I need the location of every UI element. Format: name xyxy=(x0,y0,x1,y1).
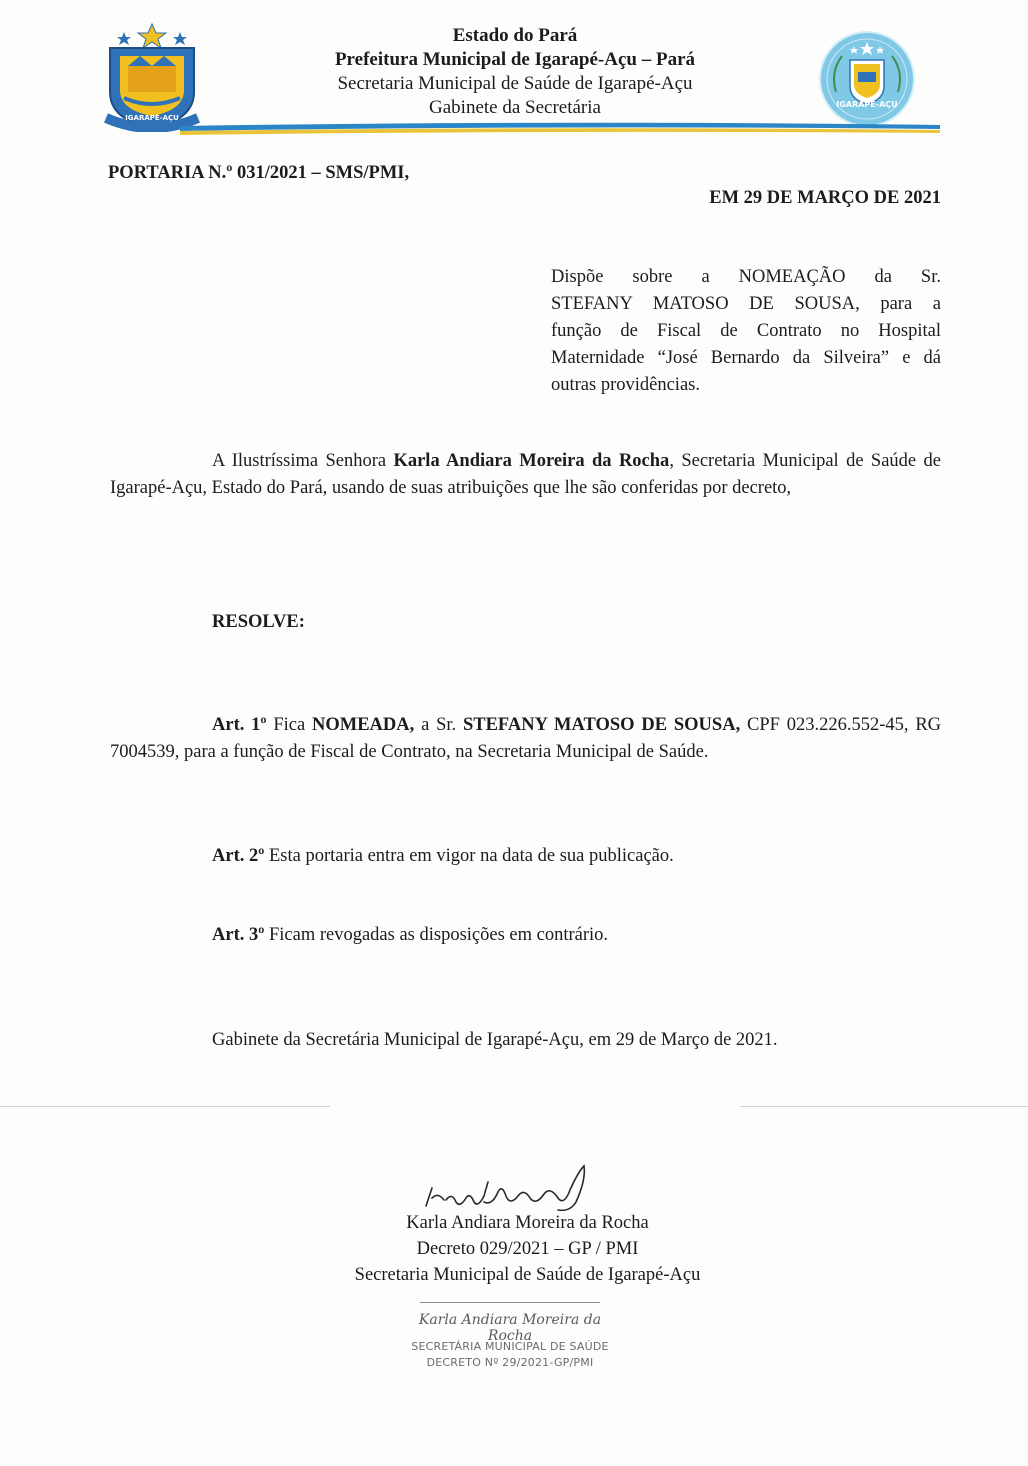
stamp-rule xyxy=(420,1302,600,1303)
preamble-paragraph xyxy=(110,448,941,502)
closing-line: Gabinete da Secretária Municipal de Igarapé-Açu, em 29 de Março de 2021. xyxy=(212,1030,778,1050)
signatory-office: Secretaria Municipal de Saúde de Igarapé-Açu xyxy=(354,1265,701,1285)
ementa-line-5: outras providências. xyxy=(551,375,700,395)
preamble-intro: A Ilustríssima Senhora xyxy=(212,451,394,471)
secretary-name: Karla Andiara Moreira da Rocha xyxy=(393,451,670,471)
header-prefecture: Prefeitura Municipal de Igarapé-Açu – Pará xyxy=(334,49,696,70)
article-1 xyxy=(110,712,941,766)
resolve-heading: RESOLVE: xyxy=(212,612,305,632)
portaria-number: PORTARIA N.º 031/2021 – SMS/PMI, xyxy=(108,163,410,183)
left-seal-label: IGARAPÉ-AÇU xyxy=(125,114,179,122)
article-2-label: Art. 2º xyxy=(212,846,265,866)
article-1-label: Art. 1º xyxy=(212,715,267,735)
article-1-text-a: Fica xyxy=(266,715,312,735)
article-2-text: Esta portaria entra em vigor na data de sua publicação. xyxy=(264,846,674,866)
ementa-line-1: Dispõe sobre a NOMEAÇÃO da Sr. xyxy=(551,267,941,287)
article-3-text: Ficam revogadas as disposições em contrário. xyxy=(264,925,609,945)
signatory-decree: Decreto 029/2021 – GP / PMI xyxy=(416,1239,639,1259)
appointee-name: STEFANY MATOSO DE SOUSA, xyxy=(462,715,741,735)
header-state: Estado do Pará xyxy=(452,25,578,46)
scan-fold-right xyxy=(740,1106,1028,1107)
article-2 xyxy=(212,843,674,870)
ementa-line-3: função de Fiscal de Contrato no Hospital xyxy=(551,321,941,341)
article-1-text-c: CPF 023.226.552-45, RG 7004539, para a função de Fiscal de Contrato, na Secretaria Municipal de Saúde. xyxy=(110,715,942,762)
article-3-label: Art. 3º xyxy=(212,925,265,945)
preamble-text: , Secretaria Municipal de Saúde de Igarapé-Açu, Estado do Pará, usando de suas atribuições que lhe são conferidas por decreto, xyxy=(110,451,941,498)
header-secretariat: Secretaria Municipal de Saúde de Igarapé-Açu xyxy=(337,73,693,94)
stamp-name: Karla Andiara Moreira da Rocha xyxy=(418,1312,602,1344)
article-1-text-b: a Sr. xyxy=(414,715,463,735)
ementa-line-4: Maternidade “José Bernardo da Silveira” e dá xyxy=(551,348,941,368)
stamp-office: SECRETÁRIA MUNICIPAL DE SAÚDE xyxy=(411,1340,609,1353)
header-divider-band xyxy=(180,122,940,136)
portaria-date: EM 29 DE MARÇO DE 2021 xyxy=(709,188,941,208)
signatory-name: Karla Andiara Moreira da Rocha xyxy=(406,1213,649,1233)
municipal-coat-of-arms xyxy=(102,22,202,132)
right-seal-label: IGARAPÉ-AÇU xyxy=(836,100,898,109)
ementa xyxy=(551,264,941,399)
health-secretariat-seal xyxy=(818,30,916,128)
ementa-line-2: STEFANY MATOSO DE SOUSA, para a xyxy=(551,294,941,314)
stamp-decree: DECRETO Nº 29/2021-GP/PMI xyxy=(426,1356,594,1369)
article-3 xyxy=(212,922,608,949)
scan-fold-left xyxy=(0,1106,330,1107)
header-cabinet: Gabinete da Secretária xyxy=(429,97,601,118)
nomeada-keyword: NOMEADA, xyxy=(312,715,415,735)
